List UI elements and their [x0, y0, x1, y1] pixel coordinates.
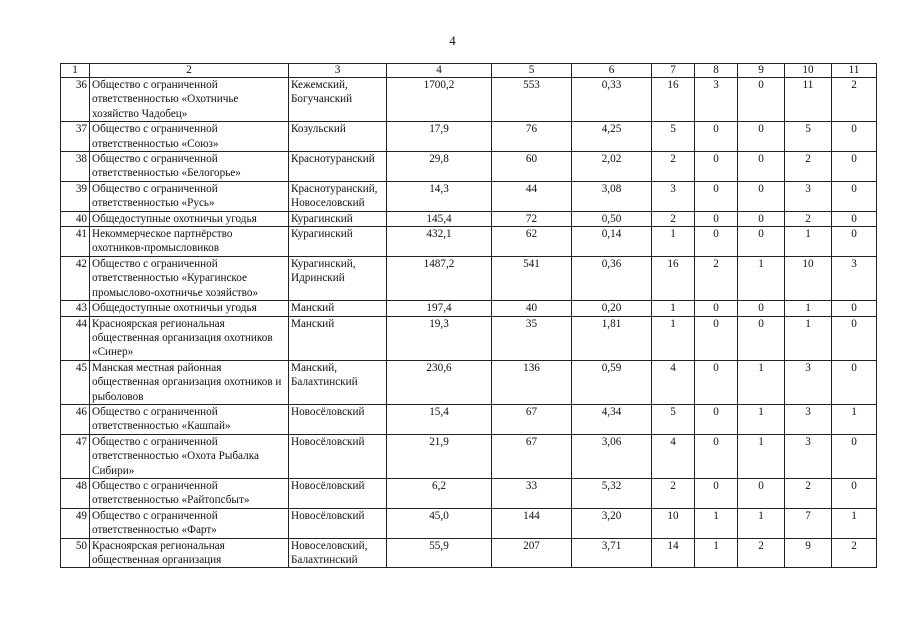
quota-total: 2 — [652, 211, 695, 226]
organization-name: Общедоступные охотничьи угодья — [90, 211, 289, 226]
quota-col-8: 0 — [695, 122, 738, 152]
quota-col-10: 7 — [785, 508, 832, 538]
quota-col-9: 0 — [738, 122, 785, 152]
district-name: Краснотуранский — [289, 152, 387, 182]
table-row — [61, 508, 877, 538]
table-row — [61, 478, 877, 508]
column-header: 4 — [387, 64, 492, 78]
quota-total: 10 — [652, 508, 695, 538]
quota-col-10: 2 — [785, 152, 832, 182]
organization-name: Общество с ограниченной ответственностью «Охотничье хозяйство Чадобец» — [90, 78, 289, 122]
density-value: 0,59 — [572, 360, 652, 404]
district-name: Манский — [289, 301, 387, 316]
quota-col-9: 0 — [738, 227, 785, 257]
quota-col-8: 0 — [695, 301, 738, 316]
row-number: 37 — [61, 122, 90, 152]
area-value: 15,4 — [387, 404, 492, 434]
row-number: 50 — [61, 538, 90, 568]
organization-name: Общество с ограниченной ответственностью «Охота Рыбалка Сибири» — [90, 434, 289, 478]
quota-col-11: 2 — [832, 538, 877, 568]
quota-col-10: 3 — [785, 360, 832, 404]
table-row — [61, 360, 877, 404]
row-number: 46 — [61, 404, 90, 434]
quota-total: 4 — [652, 434, 695, 478]
row-number: 40 — [61, 211, 90, 226]
quota-col-8: 0 — [695, 434, 738, 478]
organization-name: Красноярская региональная общественная организация охотников «Синер» — [90, 316, 289, 360]
quota-col-8: 1 — [695, 508, 738, 538]
count-value: 553 — [492, 78, 572, 122]
district-name: Новосёловский — [289, 508, 387, 538]
density-value: 0,36 — [572, 256, 652, 300]
page-number: 4 — [449, 33, 456, 48]
count-value: 76 — [492, 122, 572, 152]
quota-total: 16 — [652, 78, 695, 122]
quota-col-11: 0 — [832, 181, 877, 211]
quota-total: 1 — [652, 316, 695, 360]
density-value: 4,34 — [572, 404, 652, 434]
column-header: 8 — [695, 64, 738, 78]
column-header: 6 — [572, 64, 652, 78]
quota-total: 1 — [652, 301, 695, 316]
organization-name: Общество с ограниченной ответственностью «Райтопсбыт» — [90, 478, 289, 508]
density-value: 5,32 — [572, 478, 652, 508]
quota-col-9: 0 — [738, 301, 785, 316]
row-number: 45 — [61, 360, 90, 404]
quota-col-11: 0 — [832, 152, 877, 182]
density-value: 3,71 — [572, 538, 652, 568]
row-number: 43 — [61, 301, 90, 316]
area-value: 14,3 — [387, 181, 492, 211]
column-header: 1 — [61, 64, 90, 78]
quota-total: 16 — [652, 256, 695, 300]
organization-name: Общество с ограниченной ответственностью «Кашпай» — [90, 404, 289, 434]
hunting-grounds-table — [60, 63, 877, 568]
organization-name: Общедоступные охотничьи угодья — [90, 301, 289, 316]
area-value: 197,4 — [387, 301, 492, 316]
column-header: 11 — [832, 64, 877, 78]
row-number: 39 — [61, 181, 90, 211]
quota-total: 1 — [652, 227, 695, 257]
table-row — [61, 434, 877, 478]
quota-col-11: 0 — [832, 301, 877, 316]
organization-name: Некоммерческое партнёрство охотников-промысловиков — [90, 227, 289, 257]
quota-total: 5 — [652, 122, 695, 152]
table-row — [61, 301, 877, 316]
district-name: Манский, Балахтинский — [289, 360, 387, 404]
area-value: 29,8 — [387, 152, 492, 182]
table-row — [61, 211, 877, 226]
organization-name: Красноярская региональная общественная организация — [90, 538, 289, 568]
quota-col-10: 3 — [785, 181, 832, 211]
quota-col-9: 1 — [738, 256, 785, 300]
quota-col-9: 1 — [738, 360, 785, 404]
quota-col-9: 1 — [738, 434, 785, 478]
table-row — [61, 316, 877, 360]
density-value: 3,06 — [572, 434, 652, 478]
quota-col-11: 0 — [832, 434, 877, 478]
density-value: 3,08 — [572, 181, 652, 211]
quota-col-10: 10 — [785, 256, 832, 300]
quota-col-9: 0 — [738, 78, 785, 122]
district-name: Новосёловский — [289, 478, 387, 508]
quota-col-9: 0 — [738, 316, 785, 360]
district-name: Манский — [289, 316, 387, 360]
quota-col-11: 0 — [832, 478, 877, 508]
quota-col-10: 9 — [785, 538, 832, 568]
quota-col-9: 0 — [738, 211, 785, 226]
quota-col-8: 0 — [695, 404, 738, 434]
quota-col-8: 0 — [695, 478, 738, 508]
quota-total: 2 — [652, 478, 695, 508]
area-value: 21,9 — [387, 434, 492, 478]
organization-name: Общество с ограниченной ответственностью «Русь» — [90, 181, 289, 211]
area-value: 17,9 — [387, 122, 492, 152]
column-header: 2 — [90, 64, 289, 78]
quota-col-10: 2 — [785, 211, 832, 226]
quota-total: 5 — [652, 404, 695, 434]
column-header: 9 — [738, 64, 785, 78]
area-value: 1487,2 — [387, 256, 492, 300]
count-value: 62 — [492, 227, 572, 257]
quota-col-11: 0 — [832, 316, 877, 360]
count-value: 44 — [492, 181, 572, 211]
density-value: 0,50 — [572, 211, 652, 226]
district-name: Новосёловский — [289, 404, 387, 434]
table-row — [61, 122, 877, 152]
quota-col-11: 1 — [832, 404, 877, 434]
count-value: 33 — [492, 478, 572, 508]
density-value: 1,81 — [572, 316, 652, 360]
district-name: Новосёловский — [289, 434, 387, 478]
quota-col-9: 0 — [738, 152, 785, 182]
quota-col-8: 0 — [695, 211, 738, 226]
quota-col-9: 2 — [738, 538, 785, 568]
density-value: 2,02 — [572, 152, 652, 182]
quota-col-10: 1 — [785, 301, 832, 316]
count-value: 67 — [492, 404, 572, 434]
quota-col-10: 3 — [785, 404, 832, 434]
area-value: 19,3 — [387, 316, 492, 360]
quota-col-9: 1 — [738, 508, 785, 538]
count-value: 40 — [492, 301, 572, 316]
column-header: 10 — [785, 64, 832, 78]
quota-col-11: 0 — [832, 211, 877, 226]
quota-total: 3 — [652, 181, 695, 211]
table-row — [61, 152, 877, 182]
area-value: 230,6 — [387, 360, 492, 404]
area-value: 145,4 — [387, 211, 492, 226]
quota-col-10: 5 — [785, 122, 832, 152]
table-body — [61, 78, 877, 568]
table-row — [61, 227, 877, 257]
organization-name: Общество с ограниченной ответственностью «Фарт» — [90, 508, 289, 538]
row-number: 36 — [61, 78, 90, 122]
row-number: 42 — [61, 256, 90, 300]
quota-col-9: 1 — [738, 404, 785, 434]
district-name: Курагинский — [289, 211, 387, 226]
district-name: Козульский — [289, 122, 387, 152]
organization-name: Общество с ограниченной ответственностью «Белогорье» — [90, 152, 289, 182]
quota-col-8: 0 — [695, 152, 738, 182]
table-row — [61, 78, 877, 122]
quota-col-8: 2 — [695, 256, 738, 300]
count-value: 136 — [492, 360, 572, 404]
organization-name: Общество с ограниченной ответственностью «Союз» — [90, 122, 289, 152]
quota-total: 2 — [652, 152, 695, 182]
quota-col-9: 0 — [738, 478, 785, 508]
district-name: Курагинский — [289, 227, 387, 257]
table-row — [61, 181, 877, 211]
density-value: 0,14 — [572, 227, 652, 257]
area-value: 1700,2 — [387, 78, 492, 122]
density-value: 4,25 — [572, 122, 652, 152]
row-number: 49 — [61, 508, 90, 538]
area-value: 55,9 — [387, 538, 492, 568]
header-row — [61, 64, 877, 78]
quota-col-8: 1 — [695, 538, 738, 568]
quota-col-8: 0 — [695, 227, 738, 257]
count-value: 144 — [492, 508, 572, 538]
district-name: Кежемский, Богучанский — [289, 78, 387, 122]
quota-col-11: 0 — [832, 227, 877, 257]
quota-col-11: 1 — [832, 508, 877, 538]
area-value: 6,2 — [387, 478, 492, 508]
density-value: 0,33 — [572, 78, 652, 122]
quota-col-8: 0 — [695, 360, 738, 404]
row-number: 44 — [61, 316, 90, 360]
count-value: 541 — [492, 256, 572, 300]
table-row — [61, 404, 877, 434]
quota-col-10: 1 — [785, 227, 832, 257]
area-value: 45,0 — [387, 508, 492, 538]
quota-col-11: 2 — [832, 78, 877, 122]
district-name: Краснотуранский, Новоселовский — [289, 181, 387, 211]
quota-col-10: 3 — [785, 434, 832, 478]
count-value: 60 — [492, 152, 572, 182]
quota-col-11: 0 — [832, 122, 877, 152]
district-name: Новоселовский, Балахтинский — [289, 538, 387, 568]
table-row — [61, 538, 877, 568]
quota-col-8: 3 — [695, 78, 738, 122]
quota-total: 14 — [652, 538, 695, 568]
quota-total: 4 — [652, 360, 695, 404]
district-name: Курагинский, Идринский — [289, 256, 387, 300]
row-number: 48 — [61, 478, 90, 508]
quota-col-8: 0 — [695, 316, 738, 360]
table-row — [61, 256, 877, 300]
column-header: 5 — [492, 64, 572, 78]
density-value: 0,20 — [572, 301, 652, 316]
count-value: 72 — [492, 211, 572, 226]
quota-col-11: 3 — [832, 256, 877, 300]
row-number: 41 — [61, 227, 90, 257]
quota-col-10: 1 — [785, 316, 832, 360]
row-number: 38 — [61, 152, 90, 182]
organization-name: Манская местная районная общественная организация охотников и рыболовов — [90, 360, 289, 404]
column-header: 7 — [652, 64, 695, 78]
quota-col-10: 2 — [785, 478, 832, 508]
quota-col-9: 0 — [738, 181, 785, 211]
column-header: 3 — [289, 64, 387, 78]
quota-col-8: 0 — [695, 181, 738, 211]
row-number: 47 — [61, 434, 90, 478]
organization-name: Общество с ограниченной ответственностью «Курагинское промыслово-охотничье хозяйство» — [90, 256, 289, 300]
quota-col-11: 0 — [832, 360, 877, 404]
count-value: 207 — [492, 538, 572, 568]
count-value: 35 — [492, 316, 572, 360]
density-value: 3,20 — [572, 508, 652, 538]
quota-col-10: 11 — [785, 78, 832, 122]
count-value: 67 — [492, 434, 572, 478]
area-value: 432,1 — [387, 227, 492, 257]
